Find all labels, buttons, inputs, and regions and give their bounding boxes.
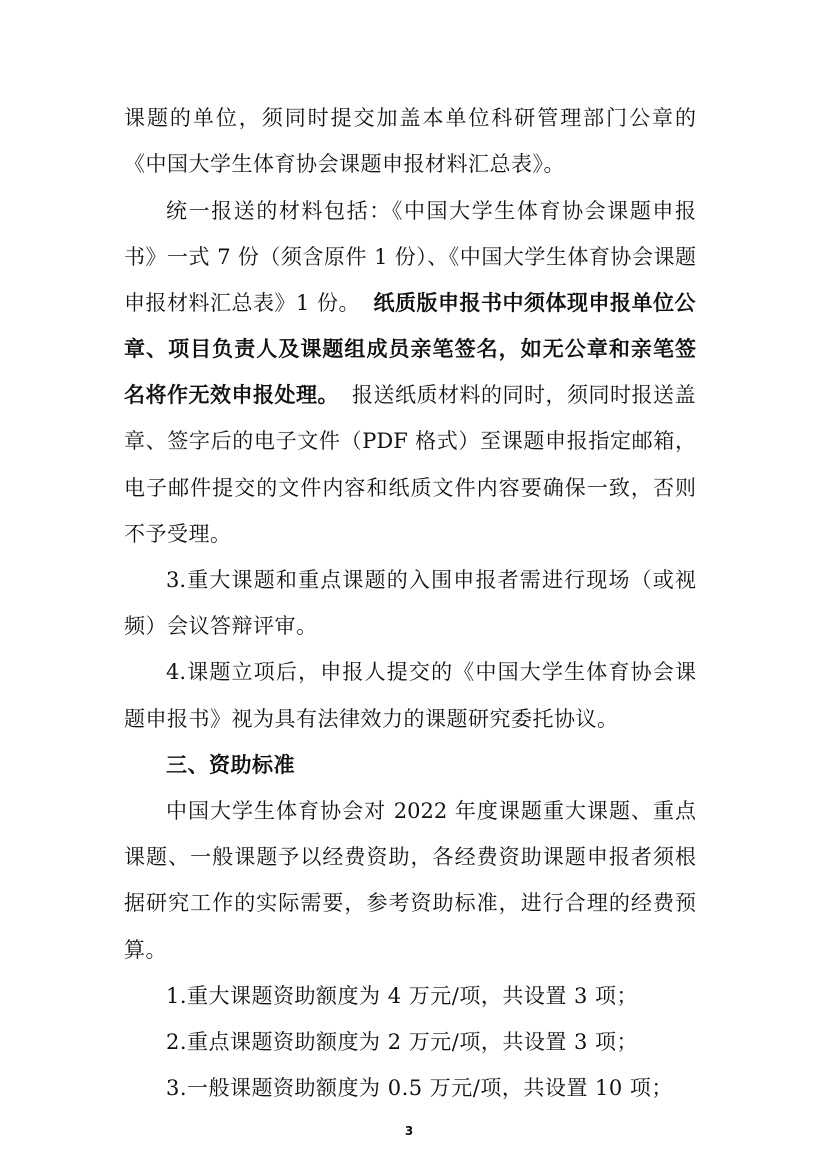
emphasis-line: 章、项目负责人及课题组成员亲笔签名，如无公章和亲笔签	[124, 337, 696, 361]
paragraph-line: 课题的单位，须同时提交加盖本单位科研管理部门公章的	[124, 106, 696, 130]
list-item: 2.重点课题资助额度为 2 万元/项，共设置 3 项；	[166, 1030, 639, 1054]
paragraph-line: 中国大学生体育协会对 2022 年度课题重大课题、重点	[166, 799, 696, 823]
section-heading: 三、资助标准	[166, 753, 295, 777]
emphasis-text: 纸质版申报书中须体现申报单位公	[373, 291, 696, 315]
paragraph-line: 据研究工作的实际需要，参考资助标准，进行合理的经费预	[124, 891, 696, 915]
paragraph-line: 电子邮件提交的文件内容和纸质文件内容要确保一致，否则	[124, 476, 696, 500]
page-number: 3	[404, 1124, 414, 1138]
paragraph-text: 申报材料汇总表》1 份。	[124, 291, 361, 315]
paragraph-line: 课题、一般课题予以经费资助，各经费资助课题申报者须根	[124, 845, 696, 869]
paragraph-line: 章、签字后的电子文件（PDF 格式）至课题申报指定邮箱，	[124, 429, 696, 453]
paragraph-line: 《中国大学生体育协会课题申报材料汇总表》。	[124, 152, 565, 176]
paragraph-line: 书》一式 7 份（须含原件 1 份）、《中国大学生体育协会课题	[124, 245, 696, 269]
paragraph-line: 统一报送的材料包括：《中国大学生体育协会课题申报	[166, 199, 696, 223]
paragraph-line: 不予受理。	[124, 522, 232, 546]
paragraph-line: 频）会议答辩评审。	[124, 614, 318, 638]
list-item: 1.重大课题资助额度为 4 万元/项，共设置 3 项；	[166, 984, 639, 1008]
emphasis-text: 名将作无效申报处理。	[124, 383, 339, 407]
paragraph-line: 算。	[124, 938, 167, 962]
paragraph-text: 报送纸质材料的同时，须同时报送盖	[352, 383, 696, 407]
list-item: 3.一般课题资助额度为 0.5 万元/项，共设置 10 项；	[166, 1076, 673, 1100]
paragraph-line: 题申报书》视为具有法律效力的课题研究委托协议。	[124, 707, 619, 731]
paragraph-line-mixed	[124, 288, 696, 318]
paragraph-line-mixed	[124, 380, 696, 410]
paragraph-line: 4.课题立项后，申报人提交的《中国大学生体育协会课	[166, 660, 696, 684]
paragraph-line: 3.重大课题和重点课题的入围申报者需进行现场（或视	[166, 568, 696, 592]
